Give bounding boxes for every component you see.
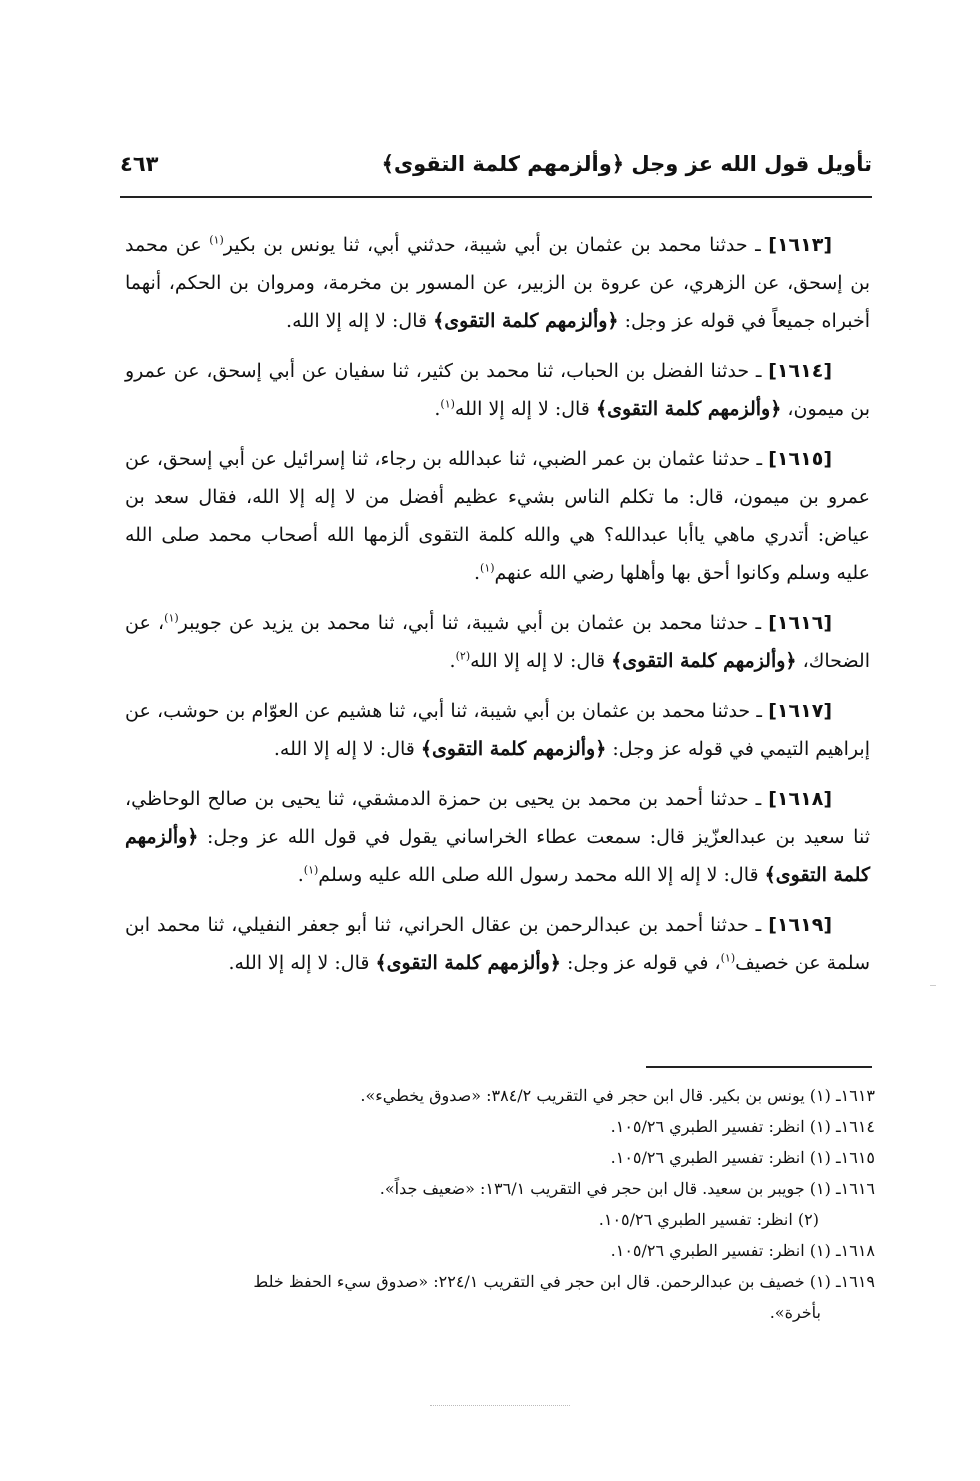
paragraph-text: عن محمد بن إسحق، عن الزهري، عن عروة بن الزبير، عن المسور بن مخرمة، ومروان بن الحكم، أنهما أخبراه جميعاً في قوله عز وجل: [125,234,870,332]
paragraph-text: ، في قوله عز وجل: [560,952,721,974]
quranic-quote: ﴿وألزمهم كلمة التقوى﴾ [125,826,870,886]
paragraph-1614 [125,352,870,428]
paragraph-text: . [434,398,441,420]
paragraph-text: قال: لا إله إلا الله [470,650,612,672]
quranic-quote: ﴿وألزمهم كلمة التقوى﴾ [595,398,782,420]
scan-artifact [430,1405,570,1407]
footnote-1615: ١٦١٥ـ (١) انظر: تفسير الطبري ١٠٥/٢٦. [610,1148,875,1167]
footnote-1619: ١٦١٩ـ (١) خصيف بن عبدالرحمن. قال ابن حجر في التقريب ٢٢٤/١: «صدوق سيء الحفظ خلط [253,1272,875,1291]
main-text [125,226,870,994]
footnote-1618: ١٦١٨ـ (١) انظر: تفسير الطبري ١٠٥/٢٦. [610,1241,875,1260]
paragraph-text: ـ حدثنا محمد بن عثمان بن أبي شيبة، ثنا أبي، ثنا هشيم عن العوّام بن حوشب، عن إبراهيم التيمي في قوله عز وجل: [125,700,870,760]
paragraph-text: ـ حدثنا عثمان بن عمر الضبي، ثنا عبدالله بن رجاء، ثنا إسرائيل عن أبي إسحق، عن عمرو بن ميمون، قال: ما تكلم الناس بشيء عظيم أفضل من لا إله إلا الله، فقال سعد بن عياض: أتدري ماهي ياأبا عبدالله؟ هي والله كلمة التقوى ألزمها الله أصحاب محمد صلى الله عليه وسلم وكانوا أحق بها وأهلها رضي الله عنهم [125,448,870,584]
footnote-1616: ١٦١٦ـ (١) جويبر بن سعيد. قال ابن حجر في التقريب ١٣٦/١: «ضعيف جداً». [379,1179,875,1198]
paragraph-text: ، عن الضحاك، [125,612,870,672]
footnote-ref: (١) [720,951,736,965]
footnote-1614: ١٦١٤ـ (١) انظر: تفسير الطبري ١٠٥/٢٦. [610,1117,875,1136]
header-rule [120,196,872,198]
paragraph-1618 [125,780,870,894]
page-number: ٤٦٣ [120,152,159,176]
running-header [120,150,872,190]
hadith-number: [١٦١٧] [768,700,832,722]
hadith-number: [١٦١٨] [768,788,832,810]
quranic-quote: ﴿وألزمهم كلمة التقوى﴾ [433,310,619,332]
paragraph-text: . [449,650,456,672]
footnote-ref: (٢) [455,649,471,663]
footnote-ref: (١) [480,561,495,575]
paragraph-1613 [125,226,870,340]
paragraph-1616 [125,604,870,680]
quranic-quote: ﴿وألزمهم كلمة التقوى﴾ [611,650,797,672]
footnote-1613: ١٦١٣ـ (١) يونس بن بكير. قال ابن حجر في التقريب ٣٨٤/٢: «صدوق يخطيء». [360,1086,875,1105]
paragraph-text: . [473,562,481,584]
paragraph-text: قال: لا إله إلا الله محمد رسول الله صلى الله عليه وسلم [318,864,765,886]
paragraph-text: ـ حدثنا محمد بن عثمان بن أبي شيبة، حدثني أبي، ثنا يونس بن بكير [223,234,769,256]
quranic-quote: ﴿وألزمهم كلمة التقوى﴾ [375,952,561,974]
footnotes [140,1080,875,1328]
paragraph-text: قال: لا إله إلا الله. [273,738,421,760]
footnote-ref: (١) [440,397,455,411]
footnote-1616-2: (٢) انظر: تفسير الطبري ١٠٥/٢٦. [598,1210,819,1229]
header-title: تأويل قول الله عز وجل ﴿وألزمهم كلمة التقوى﴾ [381,152,872,176]
paragraph-text: . [297,864,304,886]
hadith-number: [١٦١٥] [768,448,832,470]
paragraph-1619 [125,906,870,982]
paragraph-text: ـ حدثنا محمد بن عثمان بن أبي شيبة، ثنا أبي، ثنا محمد بن يزيد عن جويبر [178,612,769,634]
footnote-ref: (١) [209,233,224,247]
footnote-1619-continued: بأخرة». [769,1303,821,1322]
hadith-number: [١٦١٦] [768,612,832,634]
footnote-ref: (١) [303,863,319,877]
paragraph-text: قال: لا إله إلا الله. [286,310,434,332]
hadith-number: [١٦١٣] [768,234,833,256]
footnote-separator [646,1066,872,1068]
footnote-ref: (١) [164,611,179,625]
paragraph-text: قال: لا إله إلا الله [454,398,596,420]
paragraph-1617 [125,692,870,768]
hadith-number: [١٦١٤] [768,360,832,382]
paragraph-text: ـ حدثنا أحمد بن محمد بن يحيى بن حمزة الدمشقي، ثنا يحيى بن صالح الوحاظي، ثنا سعيد بن عبدالعزّيز قال: سمعت عطاء الخراساني يقول في قول الله عز وجل: [125,788,870,848]
paragraph-1615 [125,440,870,592]
paragraph-text: ـ حدثنا أحمد بن عبدالرحمن بن عقال الحراني، ثنا أبو جعفر النفيلي، ثنا محمد ابن سلمة عن خصيف [125,914,870,974]
quranic-quote: ﴿وألزمهم كلمة التقوى﴾ [420,738,607,760]
paragraph-text: قال: لا إله إلا الله. [228,952,376,974]
hadith-number: [١٦١٩] [768,914,832,936]
scan-artifact [930,985,936,986]
paragraph-text: ـ حدثنا الفضل بن الحباب، ثنا محمد بن كثير، ثنا سفيان عن أبي إسحق، عن عمرو بن ميمون، [125,360,870,420]
